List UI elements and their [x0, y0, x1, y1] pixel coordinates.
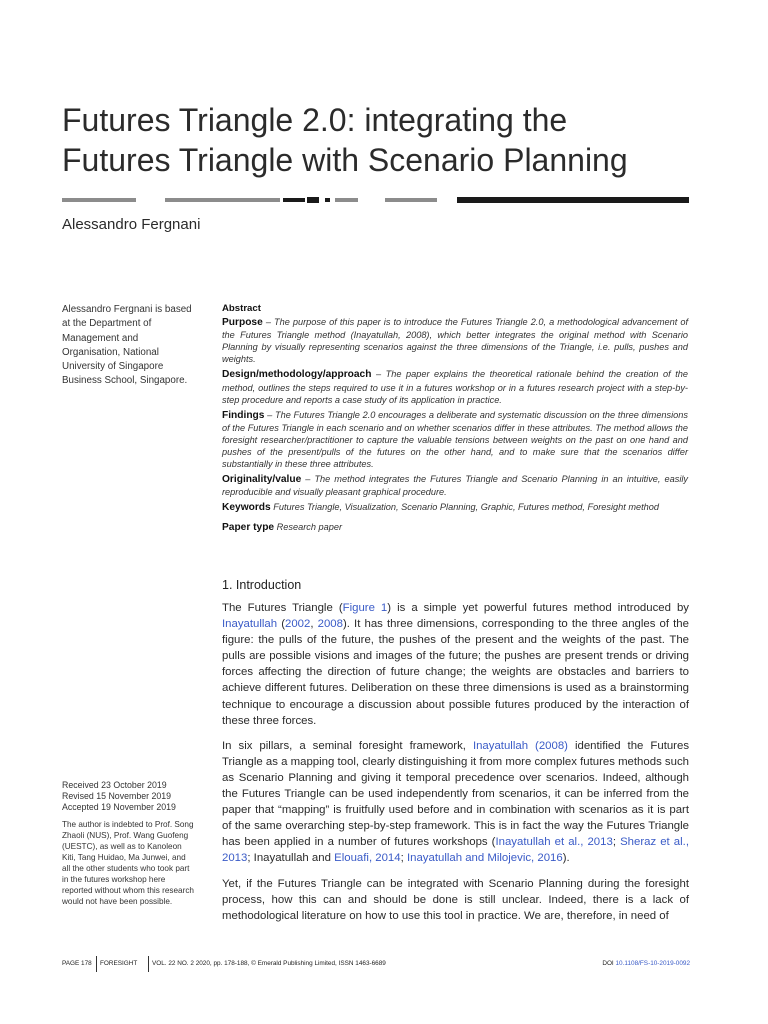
body-text	[222, 600, 689, 933]
paragraph-2	[222, 738, 689, 867]
abstract-heading: Abstract	[222, 303, 261, 314]
keywords-label: Keywords	[222, 502, 271, 514]
ref-sheraz-2013-link[interactable]: Sheraz et al., 2013	[222, 836, 689, 865]
revised-date: Revised 15 November 2019	[62, 791, 172, 801]
title-decorative-rule	[0, 198, 768, 206]
abstract	[222, 303, 688, 537]
footer-divider	[148, 956, 149, 972]
article-dates	[62, 780, 194, 813]
purpose-text: – The purpose of this paper is to introduce the Futures Triangle 2.0, a methodological advancement of the Futures Triangle method (Inayatullah, 2008), which better integrates the original method with Scenario Planning by visually representing scenarios against the three dimensions of the Triangle, i.e. pulls, pushes and weights.	[222, 317, 688, 365]
acknowledgement: The author is indebted to Prof. Song Zhaoli (NUS), Prof. Wang Guofeng (UESTC), as well as to Kanoleon Kiti, Tang Huidao, Ma Junwei, and all the other students who took part in the futures workshop here reported without whom this research would not have been possible.	[62, 820, 194, 906]
ref-2002-link[interactable]: 2002	[285, 618, 311, 631]
paper-type-label: Paper type	[222, 521, 275, 533]
title-line-1: Futures Triangle 2.0: integrating the	[62, 102, 568, 138]
doi-link[interactable]: 10.1108/FS-10-2019-0092	[615, 960, 690, 967]
purpose-label: Purpose	[222, 317, 263, 329]
para2-text-5: ;	[400, 852, 407, 865]
article-title	[62, 100, 702, 180]
para2-text-1: In six pillars, a seminal foresight framework,	[222, 739, 473, 752]
findings-text: – The Futures Triangle 2.0 encourages a deliberate and systematic discussion on the three dimensions of the Futures Triangle in each scenario and on whether scenarios differ in these attributes. The method allows the foresight researcher/practitioner to capture the valuable tensions between weights on the past on one hand and pushes of the present/pulls of the futures on the other hand, and to make sure that the scenarios differ substantially in these three attributes.	[222, 409, 688, 470]
abstract-findings	[222, 409, 688, 470]
ref-inayatullah-2013-link[interactable]: Inayatullah et al., 2013	[495, 836, 613, 849]
para1-text-1: The Futures Triangle (	[222, 602, 343, 614]
page-footer	[62, 956, 690, 972]
abstract-originality	[222, 473, 688, 498]
accepted-date: Accepted 19 November 2019	[62, 802, 176, 812]
para2-text-2: identified the Futures Triangle as a mapping tool, clearly distinguishing it from more complex futures methods such as Scenario Planning and giving it temporal precedence over scenarios. Indeed, although the Futures Triangle can be used independently from scenarios, it can be inferred from the paper that “mapping” is fruitfully used before and in combination with scenarios as it is part of the same overarching step-by-step framework. This is in fact the way the Futures Triangle has been applied in a number of futures workshops (	[222, 739, 690, 849]
originality-text: – The method integrates the Futures Triangle and Scenario Planning in an intuitive, easily reproducible and visually pleasant graphical procedure.	[222, 474, 688, 498]
section-heading: 1. Introduction	[222, 578, 302, 592]
footer-citation: VOL. 22 NO. 2 2020, pp. 178-188, © Emerald Publishing Limited, ISSN 1463-6689	[152, 960, 386, 967]
keywords-text: Futures Triangle, Visualization, Scenario Planning, Graphic, Futures method, Foresight method	[273, 502, 659, 513]
originality-label: Originality/value	[222, 474, 302, 486]
footer-doi	[602, 960, 690, 967]
ref-elouafi-2014-link[interactable]: Elouafi, 2014	[334, 852, 401, 865]
design-text: – The paper explains the theoretical rationale behind the creation of the method, outlines the steps required to use it in a futures workshop or in a futures research project with a step-by-step procedure and reports a case study of its application in practice.	[222, 369, 688, 405]
para1-text-5: ). It has three dimensions, corresponding to the three angles of the figure: the pulls of the future, the pushes of the present and the weights of the past. The pulls are possible visions and images of the future; the pushes are present trends or driving forces affecting the direction of future change; the weights are obstacles and barriers to achieve different futures. Deliberation on these three dimensions is used as a brainstorming technique to encourage a discussion about possible futures produced by the interaction of these three forces.	[222, 618, 689, 727]
para2-text-3: ;	[612, 836, 621, 849]
abstract-purpose	[222, 316, 688, 365]
ref-2008-link[interactable]: 2008	[317, 618, 343, 631]
findings-label: Findings	[222, 409, 265, 421]
paper-type-text: Research paper	[276, 521, 343, 532]
para1-text-2: ) is a simple yet powerful futures method introduced by	[387, 602, 689, 614]
paragraph-3: Yet, if the Futures Triangle can be integrated with Scenario Planning during the foresight process, how this can and should be done is still unclear. Indeed, there is a lack of methodological literature on how to use this tool in practice. We are, therefore, in need of	[222, 877, 689, 922]
figure-1-link[interactable]: Figure 1	[342, 602, 388, 614]
para1-text-4: ,	[310, 618, 318, 631]
doi-label: DOI	[602, 960, 614, 967]
abstract-paper-type	[222, 521, 688, 534]
abstract-design	[222, 368, 688, 405]
footer-divider	[96, 956, 97, 972]
received-date: Received 23 October 2019	[62, 780, 167, 790]
design-label: Design/methodology/approach	[222, 369, 372, 381]
footer-page-number: PAGE 178	[62, 960, 92, 967]
ref-inayatullah-link[interactable]: Inayatullah	[222, 618, 278, 631]
ref-inayatullah-2008-link[interactable]: Inayatullah (2008)	[472, 739, 568, 752]
ref-milojevic-2016-link[interactable]: Inayatullah and Milojevic, 2016	[406, 852, 563, 865]
footer-journal: FORESIGHT	[100, 960, 138, 967]
para2-text-6: ).	[562, 852, 570, 865]
title-line-2: Futures Triangle with Scenario Planning	[62, 142, 628, 178]
author-affiliation: Alessandro Fergnani is based at the Department of Management and Organisation, National University of Singapore Business School, Singapore.	[62, 304, 192, 387]
paragraph-1	[222, 600, 689, 729]
author-name: Alessandro Fergnani	[62, 216, 201, 233]
para1-text-3: (	[277, 618, 286, 631]
abstract-keywords	[222, 501, 688, 514]
para2-text-4: ; Inayatullah and	[247, 852, 335, 865]
